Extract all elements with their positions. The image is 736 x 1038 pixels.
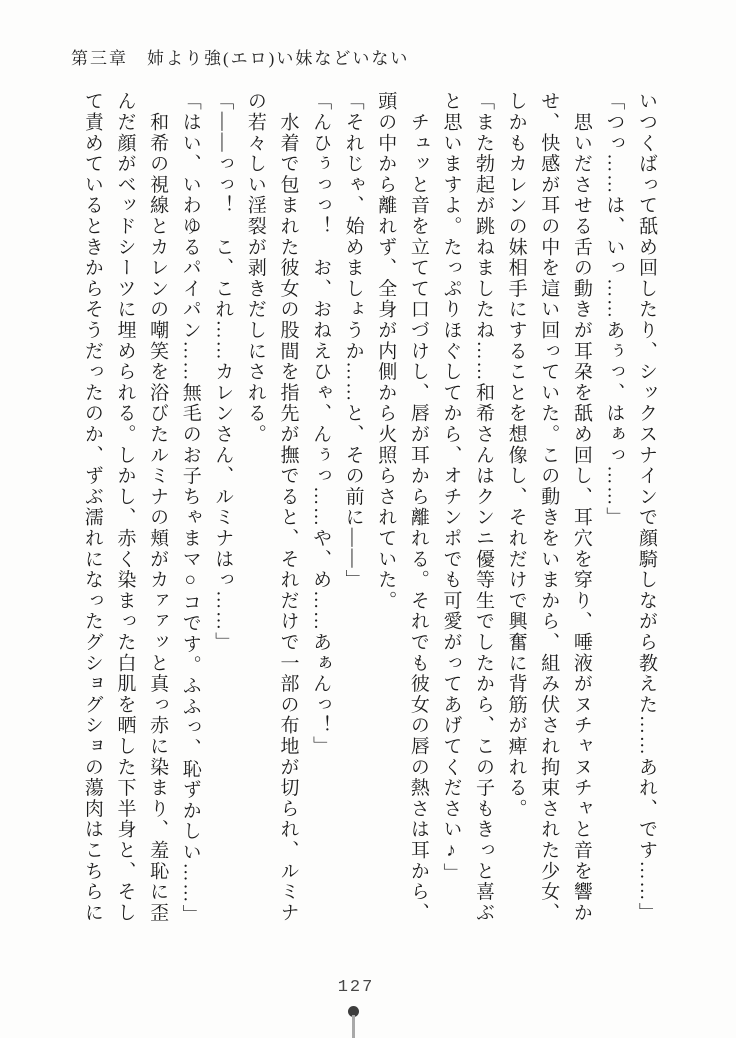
text-column: 思いださせる舌の動きが耳朶を舐め回し、耳穴を穿り、唾液がヌチャヌチャと音を響か (570, 91, 592, 923)
body-text (75, 91, 662, 966)
text-column: の若々しい淫裂が剥きだしにされる。 (244, 91, 266, 445)
text-column: と思いますよ。たっぷりほぐしてから、オチンポでも可愛がってあげてください♪」 (440, 91, 462, 884)
text-column: 「また勃起が跳ねましたね……和希さんはクンニ優等生でしたから、この子もきっと喜ぶ (473, 91, 495, 923)
chapter-header: 第三章 姉より強(エロ)い妹などいない (71, 49, 410, 68)
text-column: いつくばって舐め回したり、シックスナインで顔騎しながら教えた……あれ、です……」 (636, 91, 657, 923)
text-column: 「つっ……は、いっ……あぅっ、はぁっ……」 (603, 91, 625, 528)
text-column: しかもカレンの妹相手にすることを想像し、それだけで興奮に背筋が痺れる。 (505, 91, 527, 819)
text-column: 「はい、いわゆるパイパン……無毛のお子ちゃまマ○コです。ふふっ、恥ずかしい……」 (179, 91, 201, 925)
text-column: 「んひぅっっ！ お、おねえひゃ、んぅっ……や、め……あぁんっ！」 (310, 91, 332, 757)
text-column: 頭の中から離れず、全身が内側から火照らされていた。 (375, 91, 397, 611)
page-number: 127 (337, 978, 375, 997)
text-column: せ、快感が耳の中を這い回っていた。この動きをいまから、組み伏され拘束された少女、 (538, 91, 560, 923)
text-column: んだ顔がベッドシーツに埋められる。しかし、赤く染まった白肌を晒した下半身と、そし (114, 91, 136, 923)
text-column: 「それじゃ、始めましょうか……と、その前に――」 (342, 91, 364, 591)
text-column: チュッと音を立てて口づけし、唇が耳から離れる。それでも彼女の唇の熱さは耳から、 (407, 91, 429, 923)
text-column: 水着で包まれた彼女の股間を指先が撫でると、それだけで一部の布地が切られ、ルミナ (277, 91, 299, 923)
text-column: 和希の視線とカレンの嘲笑を浴びたルミナの頬がカァァッと真っ赤に染まり、羞恥に歪 (147, 91, 169, 923)
text-column: 「――っっ！ こ、これ……カレンさん、ルミナはっ……」 (212, 91, 234, 653)
text-column: て責めているときからそうだったのか、ずぶ濡れになったグショグショの蕩肉はこちらに (81, 91, 103, 923)
pin-stem (352, 1015, 355, 1038)
